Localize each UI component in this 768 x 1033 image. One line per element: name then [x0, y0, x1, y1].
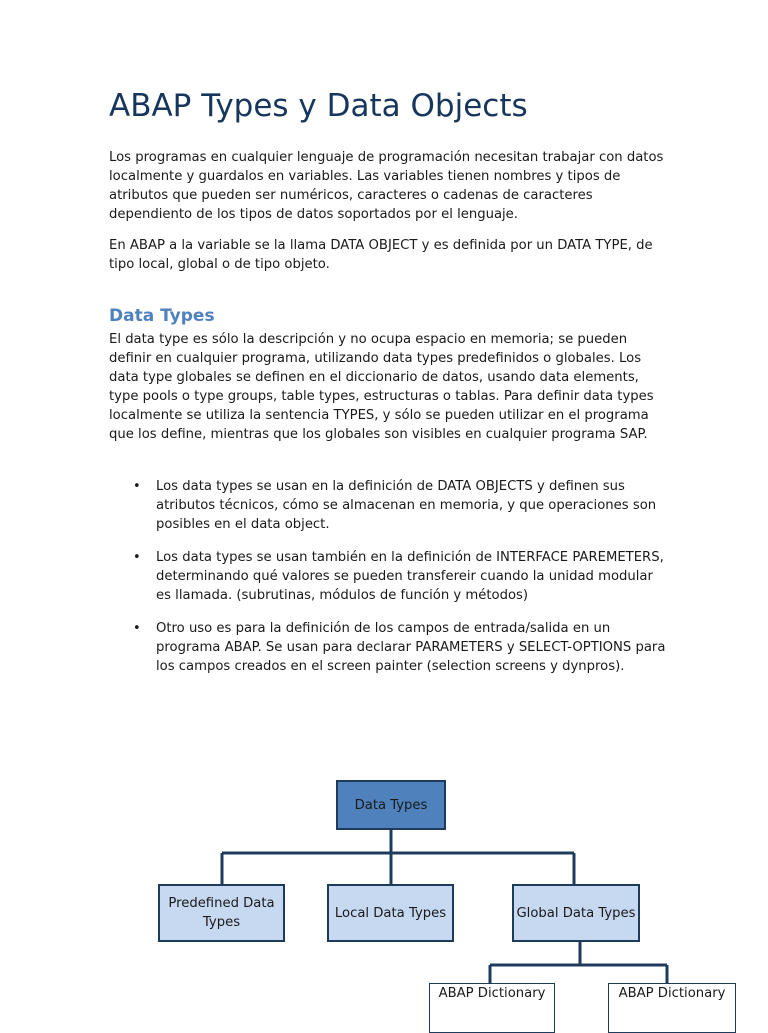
diagram-node-abap-dictionary-left: [429, 983, 555, 1033]
bullet-text: Los data types se usan en la definición de DATA OBJECTS y definen sus atributos técnicos, cómo se almacenan en memoria, y que operaciones son posibles en el data object.: [156, 479, 657, 532]
node-label: Predefined Data Types: [168, 896, 275, 930]
bullet-icon: •: [133, 621, 141, 636]
node-label: Data Types: [354, 797, 428, 813]
diagram-node-local: [327, 884, 454, 942]
bullet-icon: •: [133, 550, 141, 565]
node-label: ABAP Dictionary: [438, 986, 546, 1001]
diagram-node-data-types: [336, 780, 446, 830]
node-label: Global Data Types: [516, 905, 636, 921]
intro-paragraph-1: Los programas en cualquier lenguaje de programación necesitan trabajar con datos localmente y guardalos en variables. Las variables tienen nombres y tipos de atributos que pueden ser numéricos, caracteres o cadenas de caracteres dependiento de los tipos de datos soportados por el lenguaje.: [109, 150, 664, 222]
diagram-node-abap-dictionary-right: [608, 983, 736, 1033]
section-heading-data-types: Data Types: [109, 306, 215, 326]
diagram-node-predefined: [158, 884, 285, 942]
bullet-text: Los data types se usan también en la definición de INTERFACE PAREMETERS, determinando qué valores se pueden transfereir cuando la unidad modular es llamada. (subrutinas, módulos de función y métodos): [156, 550, 664, 603]
document-title: ABAP Types y Data Objects: [109, 88, 528, 124]
node-label: Local Data Types: [334, 905, 447, 921]
bullet-text: Otro uso es para la definición de los campos de entrada/salida en un programa ABAP. Se usan para declarar PARAMETERS y SELECT-OPTIONS para los campos creados en el screen painter (selection screens y dynpros).: [156, 621, 666, 674]
diagram-node-global: [512, 884, 640, 942]
bullet-icon: •: [133, 479, 141, 494]
section-paragraph: El data type es sólo la descripción y no ocupa espacio en memoria; se pueden definir en cualquier programa, utilizando data types predefinidos o globales. Los data type globales se definen en el diccionario de datos, usando data elements, type pools o type groups, table types, estructuras o tablas. Para definir data types localmente se utiliza la sentencia TYPES, y sólo se pueden utilizar en el programa que los define, mientras que los globales son visibles en cualquier programa SAP.: [109, 332, 654, 442]
node-label: ABAP Dictionary: [618, 986, 726, 1001]
intro-paragraph-2: En ABAP a la variable se la llama DATA OBJECT y es definida por un DATA TYPE, de tipo local, global o de tipo objeto.: [109, 238, 653, 272]
